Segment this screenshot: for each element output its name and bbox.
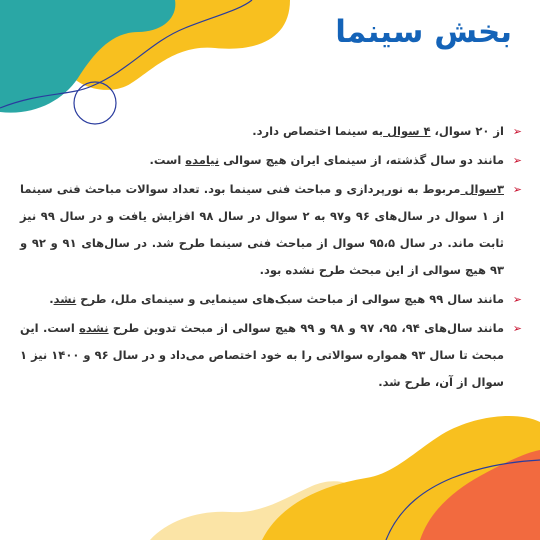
item-text: مانند سال ۹۹ هیچ سوالی از مباحث سبک‌های سینمایی و سینمای ملل، طرح: [76, 292, 504, 306]
list-item: [20, 118, 522, 145]
chevron-right-icon: ➢: [512, 125, 522, 138]
item-text: .: [49, 292, 54, 306]
item-text-underlined: ۳سوال: [460, 182, 504, 196]
list-item: [20, 176, 522, 284]
item-text: مانند دو سال گذشته، از سینمای ایران هیچ سوالی: [219, 153, 504, 167]
chevron-right-icon: ➢: [512, 322, 522, 335]
chevron-right-icon: ➢: [512, 293, 522, 306]
chevron-right-icon: ➢: [512, 183, 522, 196]
list-item: [20, 286, 522, 313]
list-item: [20, 147, 522, 174]
item-text: مانند سال‌های ۹۴، ۹۵، ۹۷ و ۹۸ و ۹۹ هیچ سوالی از مبحث تدوین طرح: [108, 321, 505, 335]
item-text-underlined: نیامده: [185, 153, 220, 167]
item-text-underlined: نشده: [79, 321, 109, 335]
item-text-underlined: نشد: [53, 292, 77, 306]
list-item: [20, 315, 522, 396]
item-text: به سینما اختصاص دارد.: [252, 124, 384, 138]
item-text: مربوط به نورپردازی و مباحث فنی سینما بود. تعداد سوالات مباحث فنی سینما از ۱ سوال در سال‌های ۹۶ و۹۷ به ۲ سوال در سال ۹۸ افزایش یافت و در سال ۹۹ نیز ثابت ماند. در سال ۹۵،۵ سوال از مباحث فنی سینما طرح شد. در سال‌های ۹۱ و ۹۲ و ۹۳ هیچ سوالی از این مبحث طرح نشده بود.: [20, 182, 505, 277]
chevron-right-icon: ➢: [512, 154, 522, 167]
item-text: است. این مبحث تا سال ۹۳ همواره سوالاتی را به خود اختصاص می‌داد و در سال ۹۶ و ۱۴۰۰ نیز ۱ سوال از آن، طرح شد.: [20, 321, 505, 389]
item-text-underlined: ۴ سوال: [383, 124, 431, 138]
item-text: است.: [149, 153, 186, 167]
item-text: از ۲۰ سوال،: [430, 124, 504, 138]
page-title: بخش سینما: [335, 14, 512, 50]
bullet-list: [20, 118, 522, 398]
